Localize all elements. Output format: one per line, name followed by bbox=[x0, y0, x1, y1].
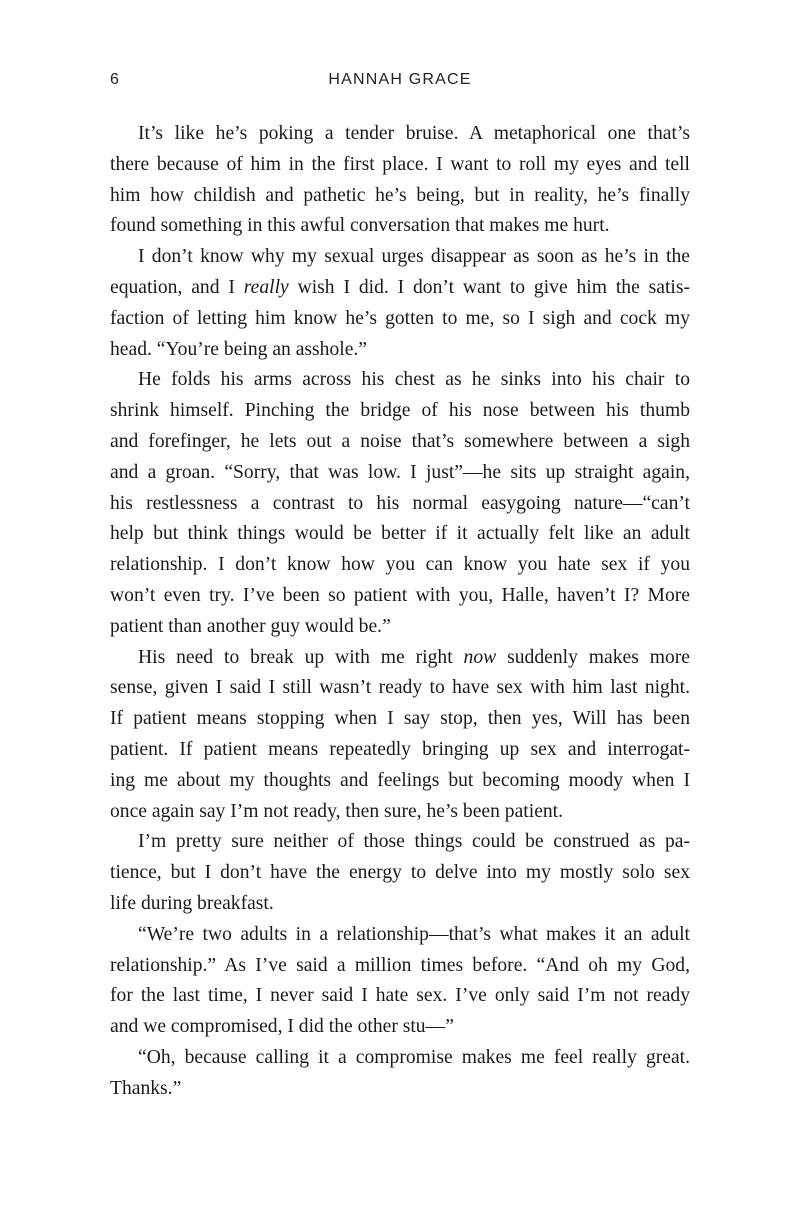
text-line: him how childish and pathetic he’s being, but in reality, he’s finally bbox=[110, 184, 690, 206]
text-line: help but think things would be better if it actually felt like an adult bbox=[110, 523, 690, 545]
body-text bbox=[110, 119, 690, 1105]
text-line bbox=[110, 643, 690, 674]
text-segment: His need to break up with me right bbox=[138, 646, 464, 668]
text-line: life during breakfast. bbox=[110, 892, 274, 914]
paragraph bbox=[110, 827, 690, 919]
text-line: Thanks.” bbox=[110, 1077, 182, 1099]
text-segment: equation, and I bbox=[110, 276, 244, 298]
text-line: sense, given I said I still wasn’t ready to have sex with him last night. bbox=[110, 677, 690, 699]
text-line: head. “You’re being an asshole.” bbox=[110, 338, 368, 360]
paragraph bbox=[110, 119, 690, 242]
text-line: once again say I’m not ready, then sure, he’s been patient. bbox=[110, 800, 564, 822]
text-line: shrink himself. Pinching the bridge of his nose between his thumb bbox=[110, 400, 690, 422]
text-line: relationship. I don’t know how you can know you hate sex if you bbox=[110, 554, 690, 576]
text-line: I’m pretty sure neither of those things could be construed as pa- bbox=[138, 831, 690, 853]
text-line: tience, but I don’t have the energy to delve into my mostly solo sex bbox=[110, 862, 690, 884]
text-line: I don’t know why my sexual urges disappear as soon as he’s in the bbox=[138, 246, 690, 268]
text-line: and forefinger, he lets out a noise that’s somewhere between a sigh bbox=[110, 430, 690, 452]
text-line: for the last time, I never said I hate sex. I’ve only said I’m not ready bbox=[110, 985, 690, 1007]
text-line: there because of him in the first place. I want to roll my eyes and tell bbox=[110, 153, 690, 175]
paragraph bbox=[110, 242, 690, 365]
paragraph bbox=[110, 920, 690, 1043]
text-line: patient. If patient means repeatedly bringing up sex and interrogat- bbox=[110, 738, 690, 760]
paragraph bbox=[110, 365, 690, 642]
text-line: It’s like he’s poking a tender bruise. A metaphorical one that’s bbox=[138, 123, 690, 144]
text-segment: wish I did. I don’t want to give him the satis- bbox=[288, 276, 690, 298]
text-line: and a groan. “Sorry, that was low. I just”—he sits up straight again, bbox=[110, 461, 690, 483]
text-line: If patient means stopping when I say stop, then yes, Will has been bbox=[110, 708, 690, 730]
text-line: faction of letting him know he’s gotten to me, so I sigh and cock my bbox=[110, 307, 690, 329]
text-segment: suddenly makes more bbox=[496, 646, 690, 668]
running-head: HANNAH GRACE bbox=[328, 71, 472, 88]
text-line: ing me about my thoughts and feelings but becoming moody when I bbox=[110, 769, 690, 791]
text-line bbox=[110, 273, 690, 304]
italic-text: really bbox=[243, 276, 289, 298]
text-line: his restlessness a contrast to his normal easygoing nature—“can’t bbox=[110, 492, 690, 514]
text-line: “Oh, because calling it a compromise makes me feel really great. bbox=[138, 1046, 690, 1068]
text-line: won’t even try. I’ve been so patient with you, Halle, haven’t I? More bbox=[110, 584, 690, 606]
text-line: relationship.” As I’ve said a million times before. “And oh my God, bbox=[110, 954, 690, 976]
paragraph bbox=[110, 1043, 690, 1105]
italic-text: now bbox=[463, 646, 497, 668]
text-line: He folds his arms across his chest as he sinks into his chair to bbox=[138, 369, 690, 391]
page-number: 6 bbox=[110, 71, 119, 88]
paragraph bbox=[110, 643, 690, 828]
text-line: found something in this awful conversation that makes me hurt. bbox=[110, 215, 610, 237]
text-line: and we compromised, I did the other stu—” bbox=[110, 1016, 454, 1038]
text-line: patient than another guy would be.” bbox=[110, 615, 391, 637]
text-line: “We’re two adults in a relationship—that’s what makes it an adult bbox=[138, 923, 690, 945]
